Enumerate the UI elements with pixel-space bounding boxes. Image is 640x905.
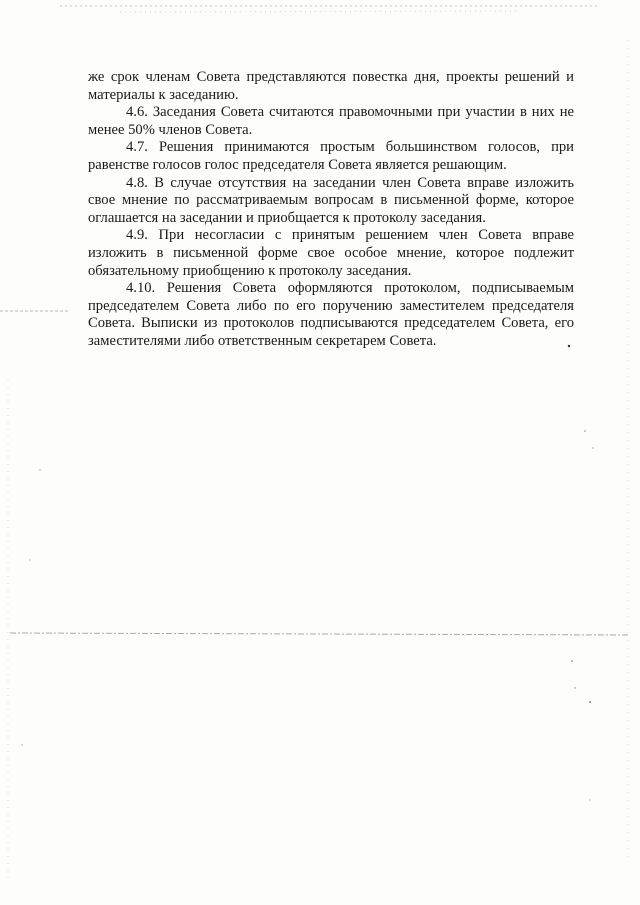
scan-speck [39, 469, 41, 471]
paragraph-4-7: 4.7. Решения принимаются простым большинством голосов, при равенстве голосов голос председателя Совета является решающим. [88, 139, 574, 173]
scan-speck [571, 660, 573, 662]
paragraph-4-10: 4.10. Решения Совета оформляются протоколом, подписываемым председателем Совета либо по его поручению заместителем председателя Совета. Выписки из протоколов подписываются председателем Совета, его заместителями либо ответственным секретарем Совета. [88, 280, 574, 349]
scan-fold-line [10, 633, 630, 635]
scan-speck [589, 701, 591, 703]
paragraph-4-6: 4.6. Заседания Совета считаются правомочными при участии в них не менее 50% членов Совета. [88, 104, 574, 138]
scan-speck [589, 799, 590, 800]
scan-speck [584, 430, 586, 432]
paragraph-continuation: же срок членам Совета представляются повестка дня, проекты решений и материалы к заседанию. [88, 69, 574, 103]
scan-speck [592, 447, 593, 448]
document-body [88, 69, 574, 351]
scan-speck [21, 744, 23, 746]
scan-top-edge-line-2 [120, 11, 520, 12]
paragraph-4-9: 4.9. При несогласии с принятым решением член Совета вправе изложить в письменной форме свое особое мнение, которое подлежит обязательному приобщению к протоколу заседания. [88, 227, 574, 279]
scan-speck [29, 559, 30, 560]
scan-speck [574, 687, 575, 688]
paragraph-4-8: 4.8. В случае отсутствия на заседании член Совета вправе изложить свое мнение по рассматриваемым вопросам в письменной форме, которое оглашается на заседании и приобщается к протоколу заседания. [88, 174, 574, 226]
